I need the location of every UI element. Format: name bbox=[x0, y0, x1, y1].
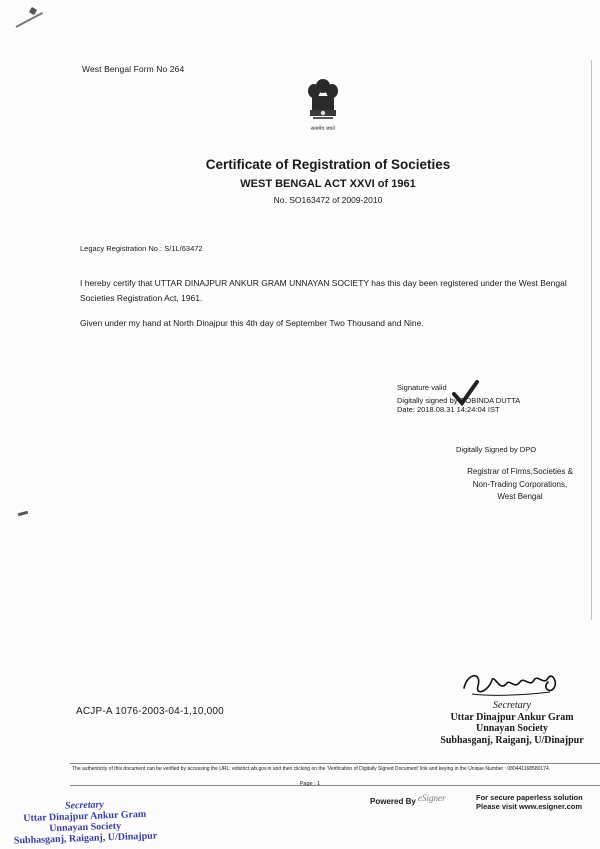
reference-code: ACJP-A 1076-2003-04-1,10,000 bbox=[76, 706, 224, 717]
scan-edge-line bbox=[591, 60, 592, 620]
secure-solution-note bbox=[476, 793, 583, 811]
legacy-registration: Legacy Registration No : S/1L/63472 bbox=[80, 244, 203, 253]
secretary-org-line-3: Subhasganj, Raiganj, U/Dinajpur bbox=[440, 734, 584, 746]
registrar-line-2: Non-Trading Corporations, bbox=[472, 479, 568, 489]
certificate-title: Certificate of Registration of Societies bbox=[205, 157, 451, 172]
stamp-line-3: Subhasganj, Raiganj, U/Dinajpur bbox=[13, 830, 158, 847]
registrar-line-1: Registrar of Firms,Societies & bbox=[467, 467, 573, 476]
powered-by-label: Powered By bbox=[370, 797, 416, 806]
scan-corner-mark bbox=[16, 12, 51, 42]
secretary-org-line-1: Uttar Dinajpur Ankur Gram bbox=[450, 711, 574, 723]
stamp-line-1: Uttar Dinajpur Ankur Gram bbox=[23, 808, 147, 825]
registrar-designation bbox=[450, 466, 590, 504]
act-title: WEST BENGAL ACT XXVI of 1961 bbox=[240, 178, 416, 190]
secretary-seal-block bbox=[432, 700, 592, 746]
form-number: West Bengal Form No 264 bbox=[82, 64, 185, 74]
certification-statement: I hereby certify that UTTAR DINAJPUR ANKUR GRAM UNNAYAN SOCIETY has this day been registered under the West Bengal Societies Registration Act, 1961. bbox=[80, 278, 567, 303]
secretary-rubber-stamp bbox=[0, 797, 171, 847]
secretary-org-line-2: Unnayan Society bbox=[476, 723, 548, 734]
secure-line-2: Please visit www.esigner.com bbox=[476, 802, 583, 811]
handwritten-signature bbox=[458, 666, 568, 700]
national-emblem-icon bbox=[303, 76, 343, 136]
given-under-hand-statement: Given under my hand at North Dinajpur this 4th day of September Two Thousand and Nine. bbox=[80, 318, 424, 328]
svg-text:सत्यमेव जयते: सत्यमेव जयते bbox=[310, 126, 336, 132]
stamp-line-2: Unnayan Society bbox=[49, 820, 122, 835]
esigner-logo: eSigner bbox=[418, 793, 446, 803]
page-number: Page : 1 bbox=[299, 781, 321, 787]
registration-number: No. SO163472 of 2009-2010 bbox=[273, 195, 383, 205]
secure-line-1: For secure paperless solution bbox=[476, 793, 583, 802]
signature-valid-label: Signature valid bbox=[397, 383, 447, 392]
scan-punch-mark bbox=[18, 511, 28, 516]
digitally-signed-by: Digitally signed by GOBINDA DUTTA bbox=[397, 396, 521, 405]
authenticity-note: The authenticity of this document can be verified by accessing the URL: edistrict.wb.gov.in and then clicking on the 'Verification of Digitally Signed Document' link and keying in the Unique Number : 080441168580174. bbox=[72, 766, 551, 772]
registrar-line-3: West Bengal bbox=[497, 492, 543, 501]
secretary-title: Secretary bbox=[493, 700, 531, 711]
signed-by-dpo: Digitally Signed by DPO bbox=[456, 445, 537, 454]
stamp-title: Secretary bbox=[64, 799, 105, 812]
signature-date: Date: 2018.08.31 14:24:04 IST bbox=[397, 405, 500, 414]
footer-divider-top bbox=[70, 763, 600, 764]
